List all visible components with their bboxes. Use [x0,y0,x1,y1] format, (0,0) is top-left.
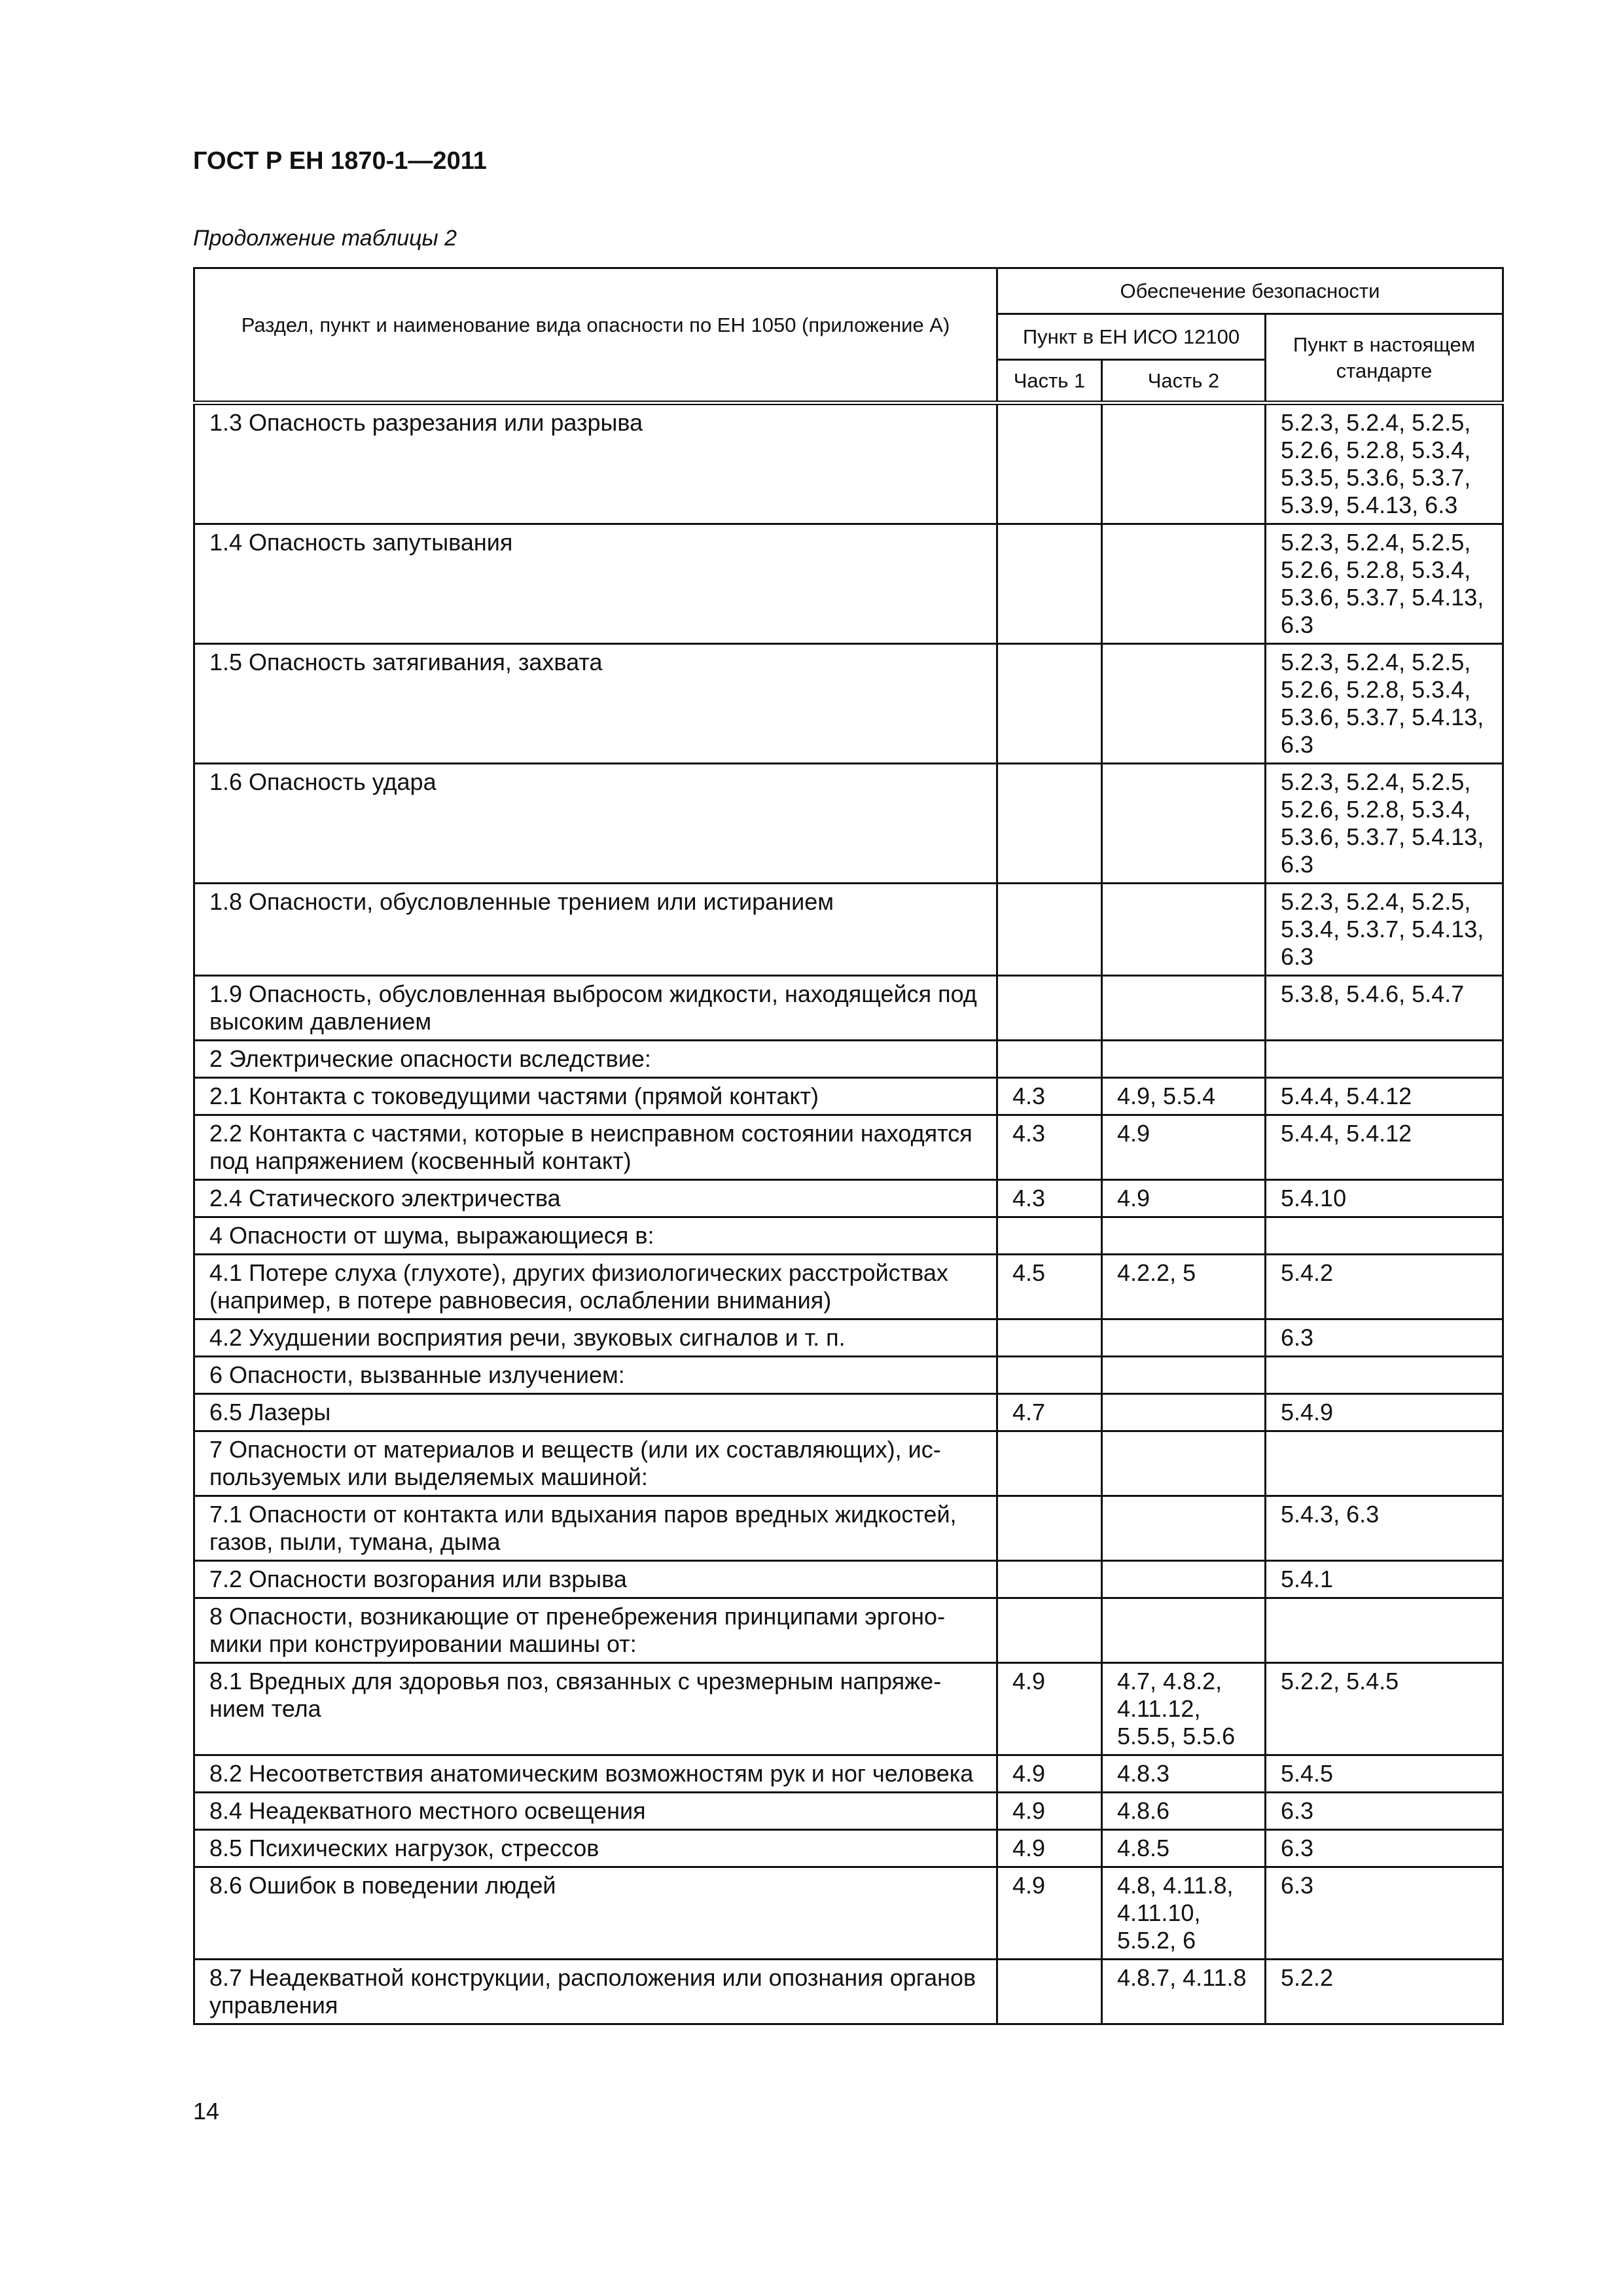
iso-part1-cell: 4.7 [997,1394,1102,1431]
standard-clause-cell: 5.4.9 [1266,1394,1503,1431]
iso-part1-cell: 4.3 [997,1115,1102,1180]
standard-clause-cell: 5.2.2 [1266,1960,1503,2024]
iso-part1-cell [997,644,1102,764]
iso-part1-cell [997,1319,1102,1357]
standard-clause-cell [1266,1041,1503,1078]
standard-clause-cell: 5.4.2 [1266,1255,1503,1319]
iso-part1-cell [997,1496,1102,1561]
iso-part2-cell: 4.7, 4.8.2, 4.11.12, 5.5.5, 5.5.6 [1102,1663,1266,1755]
standard-clause-cell: 6.3 [1266,1830,1503,1867]
iso-part1-cell: 4.9 [997,1755,1102,1793]
table-header [194,268,1503,403]
standard-clause-cell: 5.3.8, 5.4.6, 5.4.7 [1266,976,1503,1041]
header-description: Раздел, пункт и наименование вида опасности по ЕН 1050 (приложение А) [194,268,997,403]
iso-part2-cell: 4.2.2, 5 [1102,1255,1266,1319]
hazard-description-cell: 7 Опасности от материалов и веществ (или их составляющих), используемых или выделяемых машиной: [194,1431,997,1496]
hazard-description-cell: 6.5 Лазеры [194,1394,997,1431]
iso-part1-cell: 4.9 [997,1663,1102,1755]
hazard-description-cell: 8.6 Ошибок в поведении людей [194,1867,997,1960]
iso-part1-cell: 4.9 [997,1830,1102,1867]
table-row [194,1041,1503,1078]
table-row [194,1960,1503,2024]
table-row [194,1793,1503,1830]
standard-clause-cell: 5.2.2, 5.4.5 [1266,1663,1503,1755]
table-row [194,1217,1503,1255]
header-part1: Часть 1 [997,360,1102,403]
iso-part1-cell: 4.3 [997,1078,1102,1115]
header-safety: Обеспечение безопасности [997,268,1503,314]
standard-clause-cell: 5.2.3, 5.2.4, 5.2.5, 5.2.6, 5.2.8, 5.3.4, 5.3.5, 5.3.6, 5.3.7, 5.3.9, 5.4.13, 6.3 [1266,403,1503,524]
iso-part2-cell: 4.9 [1102,1115,1266,1180]
hazard-description-cell: 4.1 Потере слуха (глухоте), других физиологических расстройствах (например, в потере равновесия, ослаблении внимания) [194,1255,997,1319]
table-row [194,1830,1503,1867]
table-row [194,1394,1503,1431]
iso-part2-cell: 4.9, 5.5.4 [1102,1078,1266,1115]
iso-part1-cell [997,1561,1102,1598]
table-row [194,976,1503,1041]
hazard-description-cell: 2.4 Статического электричества [194,1180,997,1217]
iso-part2-cell [1102,1357,1266,1394]
table-body [194,403,1503,2024]
standard-clause-cell: 5.4.10 [1266,1180,1503,1217]
iso-part1-cell: 4.9 [997,1867,1102,1960]
page-number: 14 [193,2098,220,2125]
hazard-description-cell: 4.2 Ухудшении восприятия речи, звуковых сигналов и т. п. [194,1319,997,1357]
standard-clause-cell: 6.3 [1266,1793,1503,1830]
standard-clause-cell: 5.4.4, 5.4.12 [1266,1078,1503,1115]
table-row [194,1867,1503,1960]
iso-part2-cell [1102,1041,1266,1078]
table-row [194,884,1503,976]
iso-part2-cell: 4.8.5 [1102,1830,1266,1867]
table-row [194,1255,1503,1319]
hazard-description-cell: 8.4 Неадекватного местного освещения [194,1793,997,1830]
hazards-table [193,267,1504,2025]
table-row [194,1180,1503,1217]
hazard-description-cell: 8.2 Несоответствия анатомическим возможностям рук и ног человека [194,1755,997,1793]
hazard-description-cell: 1.9 Опасность, обусловленная выбросом жидкости, находящейся под высоким давлением [194,976,997,1041]
document-title: ГОСТ Р ЕН 1870-1—2011 [193,147,487,175]
standard-clause-cell [1266,1598,1503,1663]
iso-part2-cell: 4.8.3 [1102,1755,1266,1793]
hazard-description-cell: 8.5 Психических нагрузок, стрессов [194,1830,997,1867]
hazard-description-cell: 1.5 Опасность затягивания, захвата [194,644,997,764]
table-row [194,1431,1503,1496]
iso-part1-cell [997,976,1102,1041]
iso-part2-cell [1102,524,1266,644]
iso-part1-cell [997,884,1102,976]
iso-part2-cell [1102,644,1266,764]
hazard-description-cell: 1.8 Опасности, обусловленные трением или истиранием [194,884,997,976]
hazard-description-cell: 8.7 Неадекватной конструкции, расположения или опознания органов управления [194,1960,997,2024]
table-row [194,1115,1503,1180]
standard-clause-cell: 5.4.5 [1266,1755,1503,1793]
hazard-description-cell: 7.1 Опасности от контакта или вдыхания паров вредных жидкостей, газов, пыли, тумана, дыма [194,1496,997,1561]
standard-clause-cell [1266,1431,1503,1496]
standard-clause-cell: 5.4.1 [1266,1561,1503,1598]
table-row [194,403,1503,524]
iso-part1-cell [997,1041,1102,1078]
iso-part1-cell [997,524,1102,644]
header-this-standard: Пункт в настоящем стандарте [1266,314,1503,403]
hazard-description-cell: 4 Опасности от шума, выражающиеся в: [194,1217,997,1255]
iso-part1-cell: 4.5 [997,1255,1102,1319]
table-row [194,1663,1503,1755]
standard-clause-cell: 6.3 [1266,1867,1503,1960]
iso-part2-cell [1102,1496,1266,1561]
iso-part2-cell: 4.8.7, 4.11.8 [1102,1960,1266,2024]
iso-part2-cell [1102,1319,1266,1357]
iso-part2-cell [1102,976,1266,1041]
table-row [194,644,1503,764]
hazard-description-cell: 2 Электрические опасности вследствие: [194,1041,997,1078]
hazard-description-cell: 7.2 Опасности возгорания или взрыва [194,1561,997,1598]
table-row [194,1319,1503,1357]
hazard-description-cell: 8.1 Вредных для здоровья поз, связанных с чрезмерным напряжением тела [194,1663,997,1755]
iso-part2-cell [1102,1394,1266,1431]
hazard-description-cell: 8 Опасности, возникающие от пренебрежения принципами эргономики при конструировании машины от: [194,1598,997,1663]
iso-part1-cell [997,1960,1102,2024]
iso-part2-cell [1102,1561,1266,1598]
iso-part2-cell [1102,884,1266,976]
iso-part1-cell [997,764,1102,884]
hazard-description-cell: 1.6 Опасность удара [194,764,997,884]
hazard-description-cell: 6 Опасности, вызванные излучением: [194,1357,997,1394]
table-row [194,1598,1503,1663]
standard-clause-cell [1266,1217,1503,1255]
iso-part2-cell [1102,1217,1266,1255]
standard-clause-cell: 5.4.4, 5.4.12 [1266,1115,1503,1180]
header-part2: Часть 2 [1102,360,1266,403]
iso-part1-cell [997,403,1102,524]
table-row [194,1561,1503,1598]
hazard-description-cell: 1.3 Опасность разрезания или разрыва [194,403,997,524]
iso-part1-cell: 4.3 [997,1180,1102,1217]
iso-part2-cell: 4.8.6 [1102,1793,1266,1830]
standard-clause-cell [1266,1357,1503,1394]
iso-part1-cell: 4.9 [997,1793,1102,1830]
iso-part1-cell [997,1431,1102,1496]
iso-part1-cell [997,1598,1102,1663]
standard-clause-cell: 5.2.3, 5.2.4, 5.2.5, 5.2.6, 5.2.8, 5.3.4, 5.3.6, 5.3.7, 5.4.13, 6.3 [1266,524,1503,644]
table-row [194,1755,1503,1793]
standard-clause-cell: 5.2.3, 5.2.4, 5.2.5, 5.2.6, 5.2.8, 5.3.4, 5.3.6, 5.3.7, 5.4.13, 6.3 [1266,644,1503,764]
hazard-description-cell: 2.2 Контакта с частями, которые в неисправном состоянии находятся под напряжением (косвенный контакт) [194,1115,997,1180]
iso-part2-cell: 4.9 [1102,1180,1266,1217]
standard-clause-cell: 5.4.3, 6.3 [1266,1496,1503,1561]
iso-part1-cell [997,1217,1102,1255]
iso-part2-cell [1102,403,1266,524]
table-caption: Продолжение таблицы 2 [193,226,457,251]
standard-clause-cell: 5.2.3, 5.2.4, 5.2.5, 5.2.6, 5.2.8, 5.3.4, 5.3.6, 5.3.7, 5.4.13, 6.3 [1266,764,1503,884]
iso-part1-cell [997,1357,1102,1394]
iso-part2-cell [1102,764,1266,884]
table-row [194,1078,1503,1115]
table-row [194,524,1503,644]
iso-part2-cell [1102,1598,1266,1663]
hazard-description-cell: 2.1 Контакта с токоведущими частями (прямой контакт) [194,1078,997,1115]
hazard-description-cell: 1.4 Опасность запутывания [194,524,997,644]
table-row [194,1496,1503,1561]
table-row [194,764,1503,884]
iso-part2-cell [1102,1431,1266,1496]
iso-part2-cell: 4.8, 4.11.8, 4.11.10, 5.5.2, 6 [1102,1867,1266,1960]
standard-clause-cell: 5.2.3, 5.2.4, 5.2.5, 5.3.4, 5.3.7, 5.4.13, 6.3 [1266,884,1503,976]
standard-clause-cell: 6.3 [1266,1319,1503,1357]
header-iso-clause: Пункт в ЕН ИСО 12100 [997,314,1266,360]
table-row [194,1357,1503,1394]
